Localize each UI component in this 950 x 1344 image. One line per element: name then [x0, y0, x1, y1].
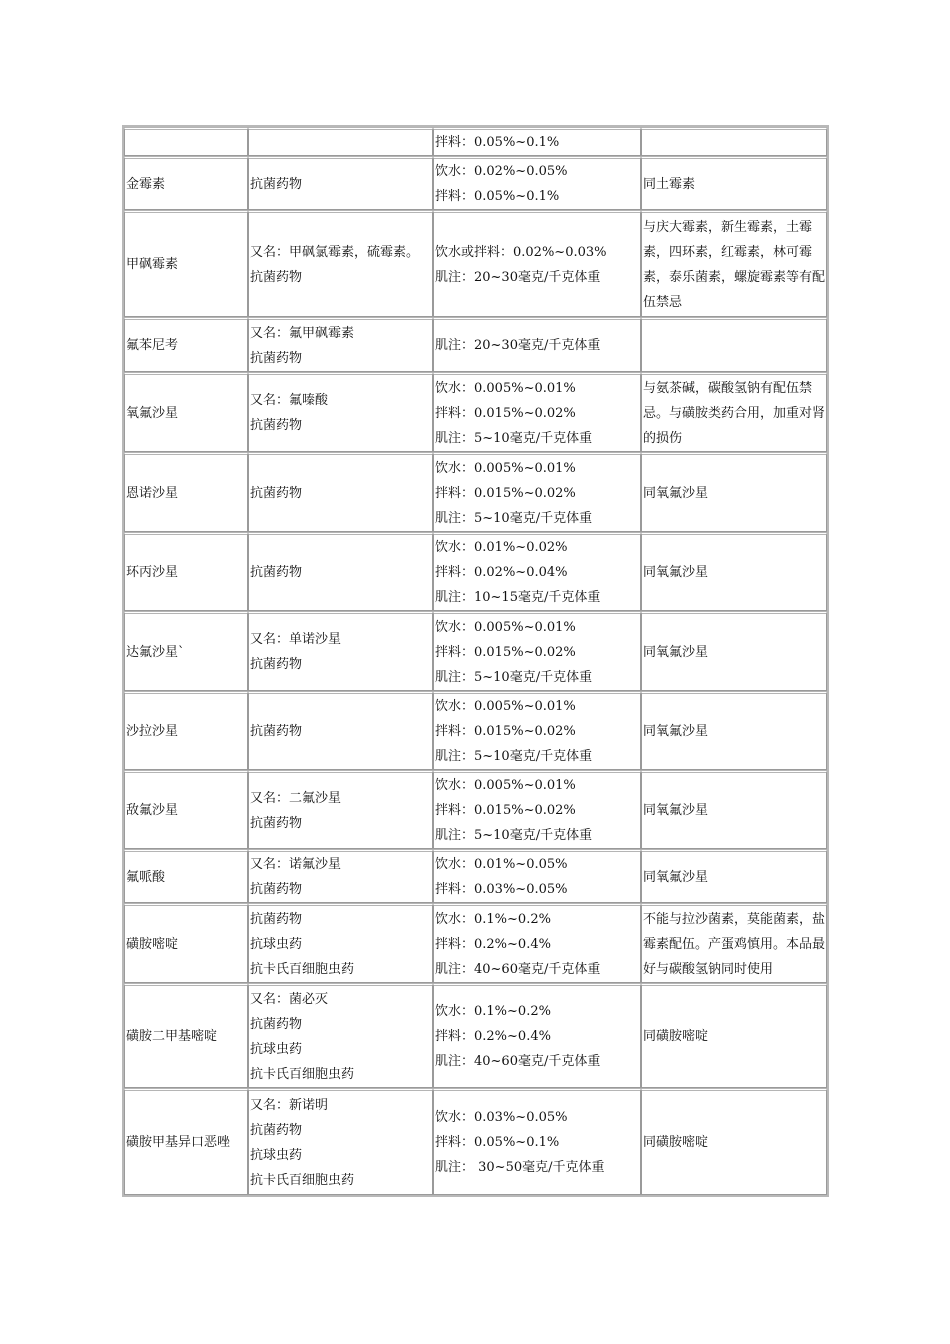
drug-type-line: 抗菌药物	[250, 485, 303, 501]
drug-type-cell	[248, 532, 433, 611]
drug-name-cell: 氟苯尼考	[124, 317, 248, 372]
drug-name-cell: 氧氟沙星	[124, 372, 248, 452]
drug-type-line: 抗球虫药	[250, 1041, 303, 1057]
notes-cell: 同磺胺嘧啶	[641, 983, 827, 1088]
drug-name-cell: 沙拉沙星	[124, 691, 248, 770]
dosage-line: 肌注：5~10毫克/千克体重	[435, 669, 593, 685]
table-row	[124, 452, 827, 532]
notes-cell	[641, 317, 827, 372]
drug-type-line: 又名：氟甲砜霉素	[250, 325, 355, 341]
dosage-line: 饮水：0.005%~0.01%	[435, 380, 576, 396]
table-row	[124, 903, 827, 983]
drug-type-line: 又名：菌必灭	[250, 991, 329, 1007]
drug-type-cell	[248, 691, 433, 770]
drug-type-line: 抗卡氏百细胞虫药	[250, 961, 355, 977]
drug-type-cell	[248, 372, 433, 452]
drug-name-cell: 敌氟沙星	[124, 770, 248, 849]
dosage-line: 饮水或拌料：0.02%~0.03%	[435, 244, 607, 260]
dosage-cell	[433, 770, 641, 849]
drug-name-cell: 恩诺沙星	[124, 452, 248, 532]
drug-type-cell	[248, 903, 433, 983]
drug-name-cell: 磺胺二甲基嘧啶	[124, 983, 248, 1088]
dosage-line: 肌注：10~15毫克/千克体重	[435, 590, 601, 605]
dosage-line: 拌料：0.2%~0.4%	[435, 936, 551, 952]
dosage-line: 拌料：0.015%~0.02%	[435, 405, 576, 421]
table-row	[124, 156, 827, 210]
drug-type-cell	[248, 611, 433, 691]
dosage-cell	[433, 1088, 641, 1195]
notes-cell: 同氧氟沙星	[641, 770, 827, 849]
notes-cell: 同氧氟沙星	[641, 452, 827, 532]
drug-table	[124, 127, 827, 1195]
dosage-line: 饮水：0.1%~0.2%	[435, 911, 551, 927]
dosage-cell	[433, 452, 641, 532]
drug-type-line: 又名：诺氟沙星	[250, 857, 342, 872]
dosage-line: 拌料：0.015%~0.02%	[435, 644, 576, 660]
dosage-line: 饮水：0.005%~0.01%	[435, 699, 576, 714]
dosage-line: 拌料：0.015%~0.02%	[435, 485, 576, 501]
drug-type-line: 抗菌药物	[250, 418, 303, 433]
drug-type-line: 抗菌药物	[250, 657, 303, 672]
drug-type-line: 又名：氟嗪酸	[250, 393, 329, 408]
dosage-line: 拌料：0.03%~0.05%	[435, 882, 568, 897]
dosage-line: 肌注：5~10毫克/千克体重	[435, 510, 593, 526]
dosage-cell	[433, 156, 641, 210]
dosage-line: 拌料：0.05%~0.1%	[435, 135, 560, 150]
dosage-line: 肌注： 30~50毫克/千克体重	[435, 1160, 605, 1175]
dosage-line: 肌注：40~60毫克/千克体重	[435, 1054, 601, 1069]
drug-type-line: 抗菌药物	[250, 911, 303, 927]
notes-cell: 与庆大霉素，新生霉素，土霉素，四环素，红霉素，林可霉素，泰乐菌素，螺旋霉素等有配伍禁忌	[641, 210, 827, 317]
dosage-cell	[433, 210, 641, 317]
drug-type-line: 抗菌药物	[250, 565, 303, 580]
dosage-line: 拌料：0.2%~0.4%	[435, 1029, 551, 1044]
dosage-line: 饮水：0.01%~0.05%	[435, 857, 568, 872]
table-row	[124, 210, 827, 317]
drug-type-cell	[248, 983, 433, 1088]
notes-cell: 同氧氟沙星	[641, 691, 827, 770]
dosage-cell	[433, 532, 641, 611]
drug-type-line: 抗菌药物	[250, 815, 303, 831]
drug-name-cell: 达氟沙星`	[124, 611, 248, 691]
dosage-line: 拌料：0.05%~0.1%	[435, 189, 560, 204]
dosage-cell	[433, 849, 641, 903]
table-row	[124, 372, 827, 452]
table-row	[124, 849, 827, 903]
dosage-line: 肌注：20~30毫克/千克体重	[435, 269, 601, 285]
drug-type-line: 又名：单诺沙星	[250, 632, 342, 647]
dosage-line: 拌料：0.05%~0.1%	[435, 1135, 560, 1150]
drug-type-line: 抗卡氏百细胞虫药	[250, 1172, 355, 1188]
dosage-line: 饮水：0.005%~0.01%	[435, 460, 576, 476]
dosage-line: 饮水：0.01%~0.02%	[435, 540, 568, 555]
dosage-line: 饮水：0.02%~0.05%	[435, 164, 568, 179]
dosage-line: 拌料：0.02%~0.04%	[435, 565, 568, 580]
drug-name-cell: 金霉素	[124, 156, 248, 210]
drug-type-line: 抗球虫药	[250, 1147, 303, 1163]
table-row	[124, 532, 827, 611]
dosage-line: 肌注：5~10毫克/千克体重	[435, 828, 593, 843]
drug-type-cell	[248, 770, 433, 849]
dosage-cell	[433, 127, 641, 156]
dosage-cell	[433, 691, 641, 770]
drug-type-line: 抗菌药物	[250, 882, 303, 897]
drug-type-line: 抗球虫药	[250, 936, 303, 952]
table-row	[124, 983, 827, 1088]
drug-name-cell: 磺胺甲基异口恶唑	[124, 1088, 248, 1195]
drug-type-cell	[248, 1088, 433, 1195]
drug-type-cell	[248, 317, 433, 372]
dosage-line: 肌注：5~10毫克/千克体重	[435, 430, 593, 446]
notes-cell	[641, 127, 827, 156]
drug-type-cell	[248, 210, 433, 317]
drug-name-cell: 环丙沙星	[124, 532, 248, 611]
drug-type-cell	[248, 452, 433, 532]
notes-cell: 同磺胺嘧啶	[641, 1088, 827, 1195]
drug-name-cell	[124, 127, 248, 156]
table-row	[124, 1088, 827, 1195]
drug-type-line: 抗菌药物	[250, 176, 303, 192]
dosage-line: 拌料：0.015%~0.02%	[435, 803, 576, 818]
drug-type-line: 抗菌药物	[250, 350, 303, 366]
drug-type-line: 又名：甲砜氯霉素，硫霉素。	[250, 244, 420, 260]
notes-cell: 同氧氟沙星	[641, 532, 827, 611]
drug-type-line: 又名：二氟沙星	[250, 790, 342, 806]
table-row	[124, 691, 827, 770]
drug-type-line: 又名：新诺明	[250, 1097, 329, 1113]
dosage-line: 饮水：0.005%~0.01%	[435, 619, 576, 635]
notes-cell: 同氧氟沙星	[641, 611, 827, 691]
drug-type-cell	[248, 127, 433, 156]
drug-name-cell: 氟哌酸	[124, 849, 248, 903]
notes-cell: 同土霉素	[641, 156, 827, 210]
table-row	[124, 611, 827, 691]
dosage-cell	[433, 611, 641, 691]
drug-type-line: 抗卡氏百细胞虫药	[250, 1066, 355, 1082]
notes-cell: 与氨茶碱，碳酸氢钠有配伍禁忌。与磺胺类药合用，加重对肾的损伤	[641, 372, 827, 452]
drug-type-line: 抗菌药物	[250, 1016, 303, 1032]
table-row	[124, 127, 827, 156]
dosage-cell	[433, 317, 641, 372]
drug-table-container	[122, 125, 829, 1197]
dosage-line: 肌注：5~10毫克/千克体重	[435, 749, 593, 764]
dosage-line: 拌料：0.015%~0.02%	[435, 724, 576, 739]
dosage-cell	[433, 903, 641, 983]
drug-name-cell: 甲砜霉素	[124, 210, 248, 317]
notes-cell: 不能与拉沙菌素，莫能菌素，盐霉素配伍。产蛋鸡慎用。本品最好与碳酸氢钠同时使用	[641, 903, 827, 983]
dosage-line: 饮水：0.1%~0.2%	[435, 1004, 551, 1019]
dosage-line: 肌注：20~30毫克/千克体重	[435, 338, 601, 353]
drug-name-cell: 磺胺嘧啶	[124, 903, 248, 983]
drug-type-cell	[248, 849, 433, 903]
dosage-line: 饮水：0.005%~0.01%	[435, 778, 576, 793]
table-row	[124, 317, 827, 372]
dosage-cell	[433, 983, 641, 1088]
notes-cell: 同氧氟沙星	[641, 849, 827, 903]
drug-type-line: 抗菌药物	[250, 724, 303, 739]
dosage-line: 肌注：40~60毫克/千克体重	[435, 961, 601, 977]
drug-type-line: 抗菌药物	[250, 1122, 303, 1138]
drug-type-line: 抗菌药物	[250, 269, 303, 285]
dosage-line: 饮水：0.03%~0.05%	[435, 1110, 568, 1125]
dosage-cell	[433, 372, 641, 452]
table-row	[124, 770, 827, 849]
drug-type-cell	[248, 156, 433, 210]
